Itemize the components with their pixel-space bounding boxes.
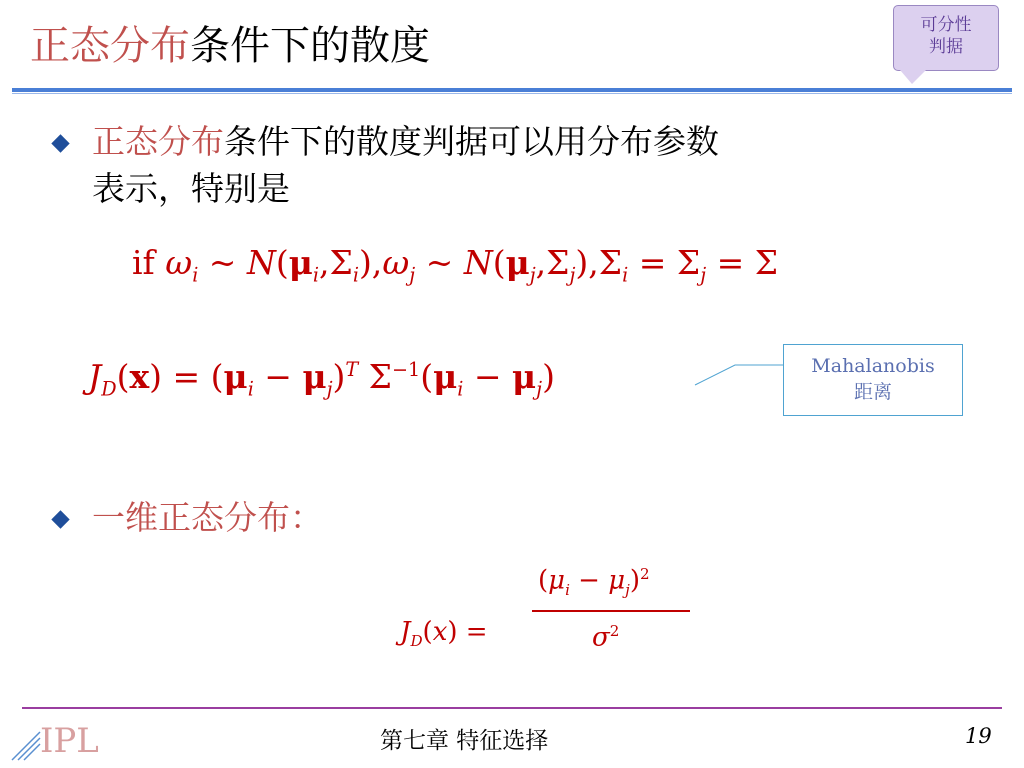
formula-1d-denominator: $\sigma^2$ bbox=[592, 622, 620, 653]
bullet1-red-part: 正态分布 bbox=[92, 122, 224, 161]
callout-mahalanobis-line1: Mahalanobis bbox=[811, 355, 935, 377]
callout-separability-tail bbox=[900, 70, 926, 84]
callout-separability-line2: 判据 bbox=[929, 37, 963, 57]
footer-chapter: 第七章 特征选择 bbox=[380, 728, 549, 754]
footer-rule bbox=[22, 707, 1002, 709]
bullet-diamond-icon bbox=[51, 134, 69, 152]
title-red-part: 正态分布 bbox=[30, 23, 190, 69]
callout-connector bbox=[690, 360, 790, 390]
title-black-part: 条件下的散度 bbox=[190, 23, 430, 69]
logo-ipl bbox=[10, 712, 100, 762]
bullet1-line1 bbox=[92, 120, 719, 164]
callout-mahalanobis bbox=[783, 344, 963, 416]
bullet1-black-part: 条件下的散度判据可以用分布参数 bbox=[224, 122, 719, 161]
formula-mahalanobis: $J_D(x) = (\mu_i - \mu_j)^T$ $\Sigma^{-1}(\mu_i - \mu_j)$ bbox=[88, 357, 555, 401]
formula-condition: if $\omega_i$ ~ $N(\mu_i,\Sigma_i),\omega_j$ ~ $N(\mu_j,\Sigma_j),\Sigma_i = \Sigma_j = \Sigma$ bbox=[132, 243, 779, 287]
slide-title bbox=[30, 18, 430, 74]
fraction-bar bbox=[532, 610, 690, 612]
bullet-diamond-icon bbox=[51, 510, 69, 528]
formula-1d-numerator: $(\mu_i - \mu_j)^2$ bbox=[538, 565, 650, 599]
bullet2-text: 一维正态分布： bbox=[92, 498, 323, 537]
bullet1-line2: 表示，特别是 bbox=[92, 169, 290, 208]
formula-1d-lhs: $J_D(x)$ = bbox=[400, 617, 488, 651]
callout-separability-line1: 可分性 bbox=[920, 15, 972, 35]
callout-separability bbox=[893, 5, 999, 71]
callout-mahalanobis-line2: 距离 bbox=[853, 381, 892, 403]
title-underline bbox=[12, 88, 1012, 92]
logo-text: IPL bbox=[40, 721, 99, 761]
title-underline-thin bbox=[12, 93, 1012, 94]
page-number: 19 bbox=[965, 724, 992, 748]
